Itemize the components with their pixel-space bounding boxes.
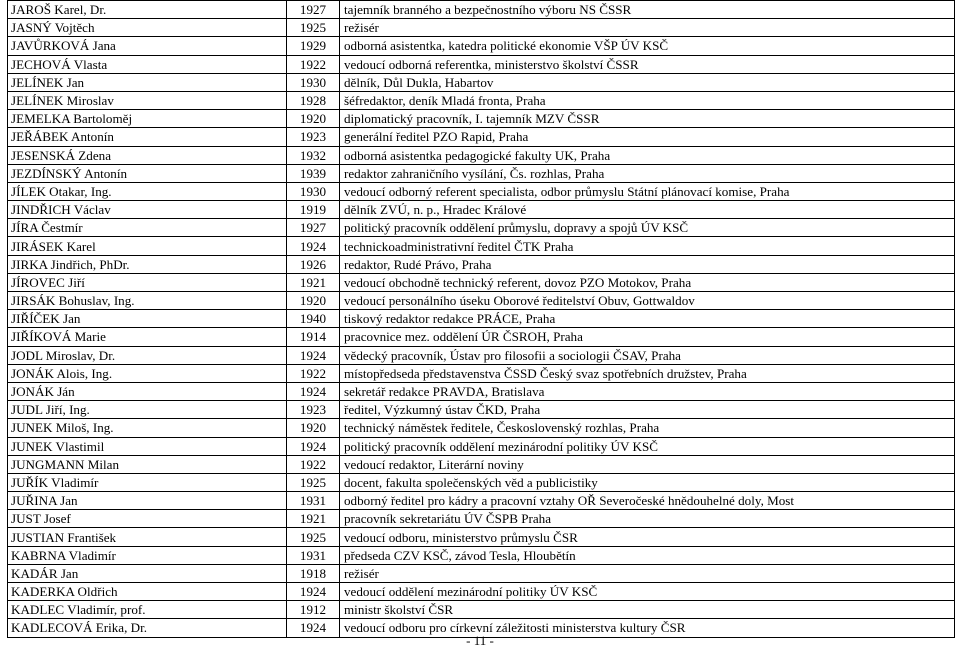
people-table-body <box>8 1 955 638</box>
birth-year-cell: 1925 <box>287 528 340 546</box>
person-name-cell: JAROŠ Karel, Dr. <box>8 1 287 19</box>
position-cell: generální ředitel PZO Rapid, Praha <box>340 128 955 146</box>
person-name-cell: JUNEK Vlastimil <box>8 437 287 455</box>
birth-year-cell: 1922 <box>287 55 340 73</box>
person-name-cell: JEZDÍNSKÝ Antonín <box>8 164 287 182</box>
person-name-cell: JUŘÍK Vladimír <box>8 473 287 491</box>
birth-year-cell: 1921 <box>287 510 340 528</box>
person-name-cell: JÍRA Čestmír <box>8 219 287 237</box>
person-name-cell: JUNGMANN Milan <box>8 455 287 473</box>
person-name-cell: JESENSKÁ Zdena <box>8 146 287 164</box>
position-cell: vedoucí odborný referent specialista, odbor průmyslu Státní plánovací komise, Praha <box>340 182 955 200</box>
position-cell: technickoadministrativní ředitel ČTK Praha <box>340 237 955 255</box>
birth-year-cell: 1925 <box>287 19 340 37</box>
birth-year-cell: 1920 <box>287 292 340 310</box>
position-cell: ministr školství ČSR <box>340 601 955 619</box>
position-cell: dělník ZVÚ, n. p., Hradec Králové <box>340 201 955 219</box>
table-row <box>8 146 955 164</box>
position-cell: pracovnice mez. oddělení ÚR ČSROH, Praha <box>340 328 955 346</box>
position-cell: tiskový redaktor redakce PRÁCE, Praha <box>340 310 955 328</box>
person-name-cell: KADERKA Oldřich <box>8 583 287 601</box>
person-name-cell: JIRÁSEK Karel <box>8 237 287 255</box>
position-cell: odborná asistentka, katedra politické ekonomie VŠP ÚV KSČ <box>340 37 955 55</box>
position-cell: režisér <box>340 564 955 582</box>
table-row <box>8 237 955 255</box>
position-cell: vedoucí odborná referentka, ministerstvo školství ČSSR <box>340 55 955 73</box>
table-row <box>8 19 955 37</box>
person-name-cell: JONÁK Ján <box>8 382 287 400</box>
birth-year-cell: 1924 <box>287 237 340 255</box>
position-cell: technický náměstek ředitele, Československý rozhlas, Praha <box>340 419 955 437</box>
position-cell: ředitel, Výzkumný ústav ČKD, Praha <box>340 401 955 419</box>
person-name-cell: JUŘINA Jan <box>8 492 287 510</box>
birth-year-cell: 1924 <box>287 382 340 400</box>
position-cell: politický pracovník oddělení mezinárodní politiky ÚV KSČ <box>340 437 955 455</box>
position-cell: vědecký pracovník, Ústav pro filosofii a sociologii ČSAV, Praha <box>340 346 955 364</box>
table-row <box>8 55 955 73</box>
position-cell: vedoucí obchodně technický referent, dovoz PZO Motokov, Praha <box>340 273 955 291</box>
table-row <box>8 110 955 128</box>
table-row <box>8 201 955 219</box>
person-name-cell: JIRSÁK Bohuslav, Ing. <box>8 292 287 310</box>
table-row <box>8 473 955 491</box>
position-cell: předseda CZV KSČ, závod Tesla, Hloubětín <box>340 546 955 564</box>
person-name-cell: JIŘÍČEK Jan <box>8 310 287 328</box>
position-cell: tajemník branného a bezpečnostního výboru NS ČSSR <box>340 1 955 19</box>
person-name-cell: JECHOVÁ Vlasta <box>8 55 287 73</box>
birth-year-cell: 1922 <box>287 455 340 473</box>
birth-year-cell: 1924 <box>287 346 340 364</box>
page-number: - 11 - <box>466 633 494 648</box>
position-cell: šéfredaktor, deník Mladá fronta, Praha <box>340 91 955 109</box>
birth-year-cell: 1920 <box>287 110 340 128</box>
person-name-cell: JÍROVEC Jiří <box>8 273 287 291</box>
birth-year-cell: 1926 <box>287 255 340 273</box>
birth-year-cell: 1930 <box>287 182 340 200</box>
person-name-cell: KADÁR Jan <box>8 564 287 582</box>
table-row <box>8 182 955 200</box>
birth-year-cell: 1939 <box>287 164 340 182</box>
table-row <box>8 1 955 19</box>
birth-year-cell: 1924 <box>287 619 340 637</box>
birth-year-cell: 1925 <box>287 473 340 491</box>
table-row <box>8 419 955 437</box>
table-row <box>8 601 955 619</box>
birth-year-cell: 1931 <box>287 492 340 510</box>
birth-year-cell: 1924 <box>287 437 340 455</box>
position-cell: docent, fakulta společenských věd a publicistiky <box>340 473 955 491</box>
table-row <box>8 273 955 291</box>
person-name-cell: JUSTIAN František <box>8 528 287 546</box>
table-row <box>8 219 955 237</box>
birth-year-cell: 1912 <box>287 601 340 619</box>
person-name-cell: KADLEC Vladimír, prof. <box>8 601 287 619</box>
birth-year-cell: 1914 <box>287 328 340 346</box>
position-cell: dělník, Důl Dukla, Habartov <box>340 73 955 91</box>
position-cell: odborná asistentka pedagogické fakulty UK, Praha <box>340 146 955 164</box>
table-row <box>8 583 955 601</box>
table-row <box>8 528 955 546</box>
table-row <box>8 455 955 473</box>
birth-year-cell: 1921 <box>287 273 340 291</box>
position-cell: místopředseda představenstva ČSSD Český svaz spotřebních družstev, Praha <box>340 364 955 382</box>
position-cell: redaktor zahraničního vysílání, Čs. rozhlas, Praha <box>340 164 955 182</box>
table-row <box>8 255 955 273</box>
birth-year-cell: 1924 <box>287 583 340 601</box>
person-name-cell: JÍLEK Otakar, Ing. <box>8 182 287 200</box>
position-cell: vedoucí oddělení mezinárodní politiky ÚV KSČ <box>340 583 955 601</box>
table-row <box>8 546 955 564</box>
position-cell: pracovník sekretariátu ÚV ČSPB Praha <box>340 510 955 528</box>
birth-year-cell: 1918 <box>287 564 340 582</box>
position-cell: vedoucí personálního úseku Oborové ředitelství Obuv, Gottwaldov <box>340 292 955 310</box>
birth-year-cell: 1929 <box>287 37 340 55</box>
table-row <box>8 91 955 109</box>
birth-year-cell: 1928 <box>287 91 340 109</box>
person-name-cell: JODL Miroslav, Dr. <box>8 346 287 364</box>
birth-year-cell: 1922 <box>287 364 340 382</box>
position-cell: sekretář redakce PRAVDA, Bratislava <box>340 382 955 400</box>
table-row <box>8 292 955 310</box>
table-row <box>8 364 955 382</box>
table-row <box>8 164 955 182</box>
person-name-cell: JASNÝ Vojtěch <box>8 19 287 37</box>
person-name-cell: JUDL Jiří, Ing. <box>8 401 287 419</box>
person-name-cell: JUNEK Miloš, Ing. <box>8 419 287 437</box>
table-row <box>8 437 955 455</box>
table-row <box>8 328 955 346</box>
table-row <box>8 382 955 400</box>
birth-year-cell: 1927 <box>287 1 340 19</box>
position-cell: redaktor, Rudé Právo, Praha <box>340 255 955 273</box>
position-cell: vedoucí redaktor, Literární noviny <box>340 455 955 473</box>
position-cell: diplomatický pracovník, I. tajemník MZV ČSSR <box>340 110 955 128</box>
table-row <box>8 492 955 510</box>
person-name-cell: JIŘÍKOVÁ Marie <box>8 328 287 346</box>
birth-year-cell: 1919 <box>287 201 340 219</box>
birth-year-cell: 1940 <box>287 310 340 328</box>
birth-year-cell: 1931 <box>287 546 340 564</box>
position-cell: odborný ředitel pro kádry a pracovní vztahy OŘ Severočeské hnědouhelné doly, Most <box>340 492 955 510</box>
person-name-cell: KABRNA Vladimír <box>8 546 287 564</box>
position-cell: režisér <box>340 19 955 37</box>
birth-year-cell: 1923 <box>287 128 340 146</box>
birth-year-cell: 1930 <box>287 73 340 91</box>
birth-year-cell: 1923 <box>287 401 340 419</box>
person-name-cell: JELÍNEK Jan <box>8 73 287 91</box>
table-row <box>8 73 955 91</box>
table-row <box>8 564 955 582</box>
position-cell: vedoucí odboru pro církevní záležitosti ministerstva kultury ČSR <box>340 619 955 637</box>
person-name-cell: JINDŘICH Václav <box>8 201 287 219</box>
table-row <box>8 401 955 419</box>
table-row <box>8 346 955 364</box>
table-row <box>8 128 955 146</box>
person-name-cell: JONÁK Alois, Ing. <box>8 364 287 382</box>
table-row <box>8 510 955 528</box>
person-name-cell: JEMELKA Bartoloměj <box>8 110 287 128</box>
person-name-cell: JELÍNEK Miroslav <box>8 91 287 109</box>
people-table <box>7 0 955 638</box>
birth-year-cell: 1927 <box>287 219 340 237</box>
position-cell: vedoucí odboru, ministerstvo průmyslu ČSR <box>340 528 955 546</box>
table-row <box>8 37 955 55</box>
person-name-cell: KADLECOVÁ Erika, Dr. <box>8 619 287 637</box>
person-name-cell: JIRKA Jindřich, PhDr. <box>8 255 287 273</box>
person-name-cell: JEŘÁBEK Antonín <box>8 128 287 146</box>
table-row <box>8 310 955 328</box>
person-name-cell: JAVŮRKOVÁ Jana <box>8 37 287 55</box>
person-name-cell: JUST Josef <box>8 510 287 528</box>
birth-year-cell: 1932 <box>287 146 340 164</box>
birth-year-cell: 1920 <box>287 419 340 437</box>
position-cell: politický pracovník oddělení průmyslu, dopravy a spojů ÚV KSČ <box>340 219 955 237</box>
